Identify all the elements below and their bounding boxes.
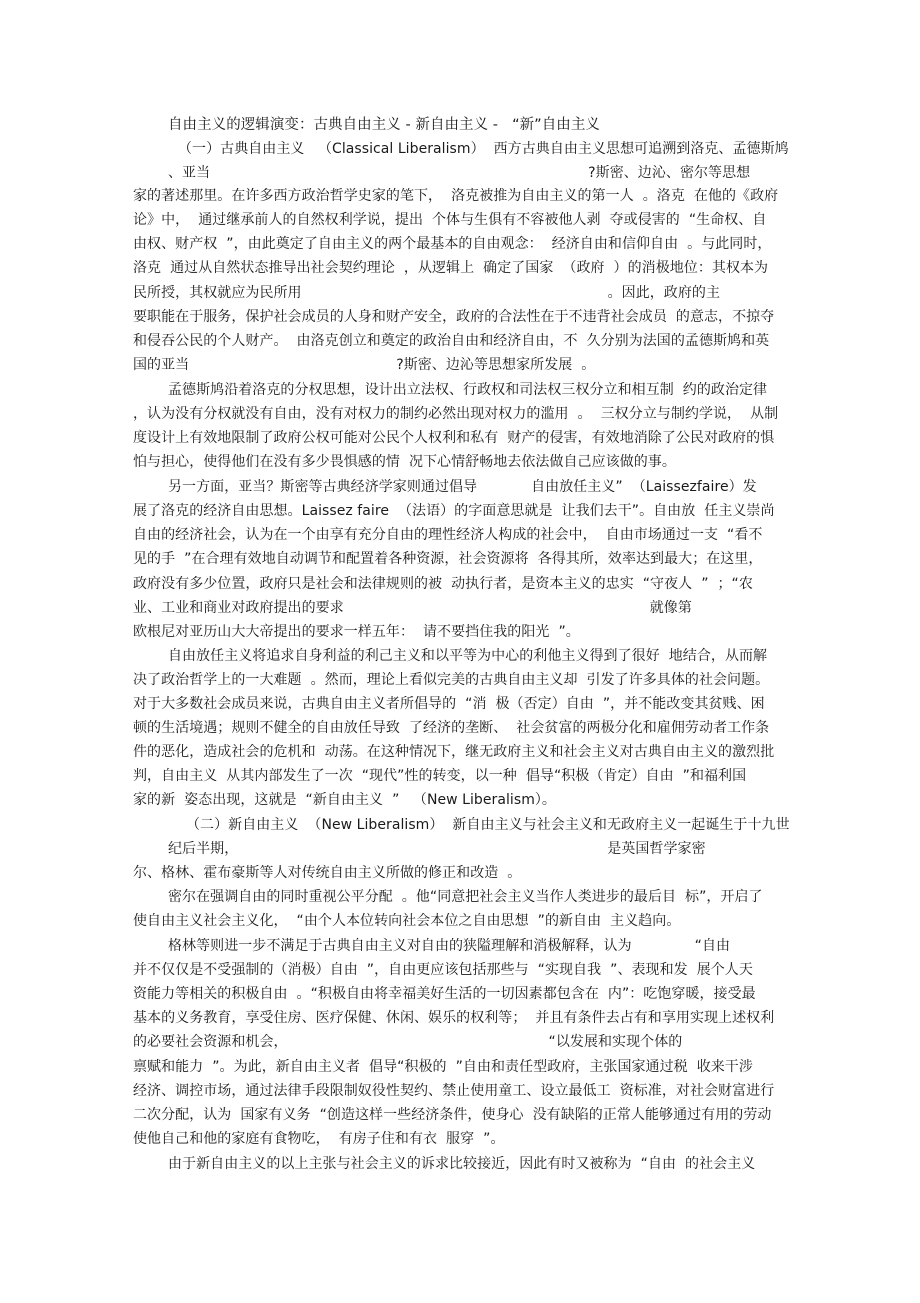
paragraph-line: 密尔在强调自由的同时重视公平分配 。他“同意把社会主义当作人类进步的最后目 标”，开启了 xyxy=(168,889,763,905)
paragraph-line: 政府没有多少位置，政府只是社会和法律规则的被 动执行者，是资本主义的忠实 “守夜人 ” ；“农 xyxy=(133,576,753,592)
paragraph-line: 顿的生活境遇；规则不健全的自由放任导致 了经济的垄断、 社会贫富的两极分化和雇佣劳动者工作条 xyxy=(133,720,770,736)
paragraph-line: 禀赋和能力 ”。为此，新自由主义者 倡导“积极的 ”自由和责任型政府，主张国家通过税 收来干涉 xyxy=(133,1059,753,1075)
paragraph-line: 自由放任主义将追求自身利益的利己主义和以平等为中心的利他主义得到了很好 地结合，从而解 xyxy=(168,648,768,664)
paragraph-line: 论》中， 通过继承前人的自然权利学说，提出 个体与生俱有不容被他人剥 夺或侵害的 “生命权、自 xyxy=(133,212,767,228)
section-heading-new: （二）新自由主义 （New Liberalism） 新自由主义与社会主义和无政府主义一起诞生于十九世 xyxy=(186,817,790,833)
paragraph-line: 业、工业和商业对政府提出的要求 就像第 xyxy=(133,600,692,616)
paragraph-line: 国的亚当 ?斯密、边沁等思想家所发展 。 xyxy=(133,357,596,373)
paragraph-line: 自由的经济社会，认为在一个由享有充分自由的理性经济人构成的社会中， 自由市场通过一支 “看不 xyxy=(133,527,763,543)
paragraph-line: 并不仅仅是不受强制的（消极）自由 ”，自由更应该包括那些与 “实现自我 ”、表现和发 展个人天 xyxy=(133,962,753,978)
paragraph-line: 纪后半期， 是英国哲学家密 xyxy=(168,841,706,857)
paragraph-line: 家的著述那里。在许多西方政治哲学史家的笔下， 洛克被推为自由主义的第一人 。洛克 在他的《政府 xyxy=(133,188,779,204)
paragraph-line: 由权、财产权 ”，由此奠定了自由主义的两个最基本的自由观念： 经济自由和信仰自由 。与此同时， xyxy=(133,236,772,252)
paragraph-line: 孟德斯鸠沿着洛克的分权思想，设计出立法权、行政权和司法权三权分立和相互制 约的政治定律 xyxy=(168,382,768,398)
section-heading-classical: （一）古典自由主义 （Classical Liberalism） 西方古典自由主义思想可追溯到洛克、孟德斯鸠 xyxy=(178,141,789,157)
paragraph-line: 格林等则进一步不满足于古典自由主义对自由的狭隘理解和消极解释，认为 “自由 xyxy=(168,938,731,954)
paragraph-line: 决了政治哲学上的一大难题 。然而，理论上看似完美的古典自由主义却 引发了许多具体的社会问题。 xyxy=(133,672,770,688)
paragraph-line: 使他自己和他的家庭有食物吃， 有房子住和有衣 服穿 ”。 xyxy=(133,1131,505,1147)
paragraph-line: 民所授，其权就应为民所用 。因此，政府的主 xyxy=(133,285,721,301)
paragraph-line: 见的手 ”在合理有效地自动调节和配置着各种资源，社会资源将 各得其所，效率达到最大；在这里， xyxy=(133,551,763,567)
paragraph-line: 经济、调控市场，通过法律手段限制奴役性契约、禁止使用童工、设立最低工 资标准，对社会财富进行 xyxy=(133,1083,775,1099)
paragraph-line: 另一方面，亚当？斯密等古典经济学家则通过倡导 自由放任主义” （Laissezfaire）发 xyxy=(168,479,757,495)
paragraph-line: 要职能在于服务，保护社会成员的人身和财产安全，政府的合法性在于不违背社会成员 的意志，不掠夺 xyxy=(133,309,775,325)
paragraph-line: 的必要社会资源和机会， “以发展和实现个体的 xyxy=(133,1034,683,1050)
paragraph-line: 由于新自由主义的以上主张与社会主义的诉求比较接近，因此有时又被称为 “自由 的社会主义 xyxy=(168,1156,756,1172)
paragraph-line: 二次分配，认为 国家有义务 “创造这样一些经济条件，使身心 没有缺陷的正常人能够通过有用的劳动 xyxy=(133,1107,772,1123)
paragraph-line: 家的新 姿态出现，这就是 “新自由主义 ” （New Liberalism）。 xyxy=(133,792,556,808)
paragraph-line: 展了洛克的经济自由思想。Laissez faire （法语）的字面意思就是 让我们去干”。自由放 任主义崇尚 xyxy=(133,503,775,519)
document-title: 自由主义的逻辑演变：古典自由主义 - 新自由主义 - “新”自由主义 xyxy=(168,117,600,133)
paragraph-line: 件的恶化，造成社会的危机和 动荡。在这种情况下，继无政府主义和社会主义对古典自由主义的激烈批 xyxy=(133,744,775,760)
paragraph-line: 度设计上有效地限制了政府公权可能对公民个人权利和私有 财产的侵害，有效地消除了公民对政府的惧 xyxy=(133,430,775,446)
paragraph-line: 欧根尼对亚历山大大帝提出的要求一样五年： 请不要挡住我的阳光 ”。 xyxy=(133,624,580,640)
paragraph-line: 怕与担心，使得他们在没有多少畏惧感的情 况下心情舒畅地去依法做自己应该做的事。 xyxy=(133,454,676,470)
paragraph-line: 和侵吞公民的个人财产。 由洛克创立和奠定的政治自由和经济自由，不 久分别为法国的孟德斯鸠和英 xyxy=(133,333,770,349)
paragraph-line: 基本的义务教育，享受住房、医疗保健、休闲、娱乐的权利等； 并且有条件去占有和享用实现上述权利 xyxy=(133,1010,775,1026)
paragraph-line: 对于大多数社会成员来说，古典自由主义者所倡导的 “消 极（否定）自由 ”，并不能改变其贫贱、困 xyxy=(133,696,765,712)
paragraph-line: 资能力等相关的积极自由 。“积极自由将幸福美好生活的一切因素都包含在 内”：吃饱穿暖，接受最 xyxy=(133,986,756,1002)
paragraph-line: 判，自由主义 从其内部发生了一次 “现代”性的转变，以一种 倡导“积极（肯定）自由 ”和福利国 xyxy=(133,768,747,784)
paragraph-line: 使自由主义社会主义化， “由个人本位转向社会本位之自由思想 ”的新自由 主义趋向。 xyxy=(133,913,681,929)
paragraph-line: 尔、格林、霍布豪斯等人对传统自由主义所做的修正和改造 。 xyxy=(133,865,522,881)
paragraph-line: ，认为没有分权就没有自由，没有对权力的制约必然出现对权力的滥用 。 三权分立与制约学说， 从制 xyxy=(133,406,779,422)
paragraph-line: 、亚当 ?斯密、边沁、密尔等思想 xyxy=(168,165,751,181)
paragraph-line: 洛克 通过从自然状态推导出社会契约理论 ，从逻辑上 确定了国家 （政府 ）的消极地位：其权本为 xyxy=(133,260,769,276)
